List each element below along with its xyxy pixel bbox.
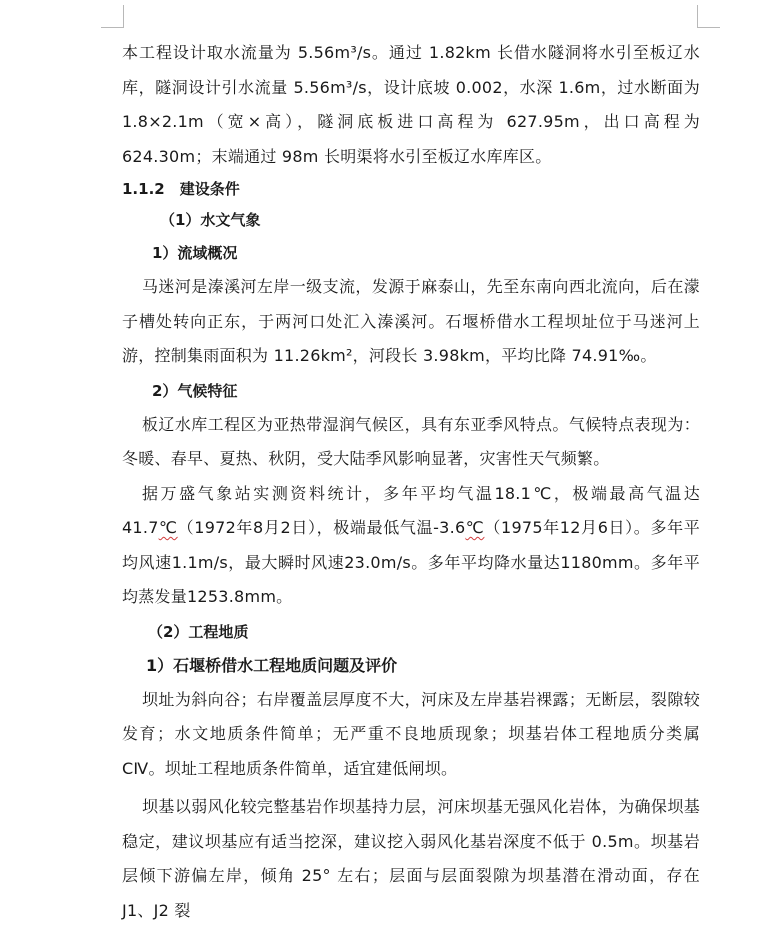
paragraph-climate: 板辽水库工程区为亚热带湿润气候区，具有东亚季风特点。气候特点表现为：冬暖、春早、夏热、秋阴，受大陆季风影响显著，灾害性天气频繁。 xyxy=(122,414,700,468)
stats-text-3: （1975年12月6日）。多年平均风速1.1m/s，最大瞬时风速23.0m/s。多年平均降水量达1180mm。多年平均蒸发量1253.8mm。 xyxy=(122,518,700,606)
spellcheck-unit-2: ℃ xyxy=(465,518,485,537)
subheading-engineering-geology: （2）工程地质 xyxy=(148,622,249,641)
crop-mark-left xyxy=(101,5,124,28)
paragraph-weather-stats xyxy=(122,477,700,615)
paragraph-intake: 本工程设计取水流量为 5.56m³/s。通过 1.82km 长借水隧洞将水引至板辽水库，隧洞设计引水流量 5.56m³/s，设计底坡 0.002，水深 1.6m，过水断面为 1.8×2.1m（宽×高），隧洞底板进口高程为 627.95m，出口高程为 624.30m；末端通过 98m 长明渠将水引至板辽水库库区。 xyxy=(122,43,700,166)
subheading-climate: 2）气候特征 xyxy=(152,381,238,400)
subheading-hydrology-meteorology: （1）水文气象 xyxy=(160,211,261,229)
stats-text-2: （1972年8月2日），极端最低气温-3.6 xyxy=(177,518,466,537)
crop-mark-right xyxy=(697,5,720,28)
spellcheck-unit-1: ℃ xyxy=(158,518,178,537)
paragraph-basin: 马迷河是溱溪河左岸一级支流，发源于麻泰山，先至东南向西北流向，后在濛子槽处转向正东，于两河口处汇入溱溪河。石堰桥借水工程坝址位于马迷河上游，控制集雨面积为 11.26km²，河段长 3.98km，平均比降 74.91‰。 xyxy=(122,277,700,365)
stats-text-1: 据万盛气象站实测资料统计，多年平均气温18.1℃，极端最高气温达41.7 xyxy=(122,483,700,537)
document-body[interactable] xyxy=(122,36,700,928)
subheading-geology-issues: 1）石堰桥借水工程地质问题及评价 xyxy=(146,655,398,675)
subheading-basin-overview: 1）流域概况 xyxy=(152,244,238,262)
paragraph-dam-site: 坝址为斜向谷；右岸覆盖层厚度不大，河床及左岸基岩裸露；无断层，裂隙较发育；水文地质条件简单；无严重不良地质现象；坝基岩体工程地质分类属 CⅣ。坝址工程地质条件简单，适宜建低闸坝。 xyxy=(122,689,700,778)
section-heading-construction-conditions: 1.1.2 建设条件 xyxy=(122,180,240,198)
paragraph-dam-foundation: 坝基以弱风化较完整基岩作坝基持力层，河床坝基无强风化岩体，为确保坝基稳定，建议坝基应有适当挖深，建议挖入弱风化基岩深度不低于 0.5m。坝基岩层倾下游偏左岸，倾角 25° 左右；层面与层面裂隙为坝基潜在滑动面，存在 J1、J2 裂 xyxy=(122,797,700,920)
